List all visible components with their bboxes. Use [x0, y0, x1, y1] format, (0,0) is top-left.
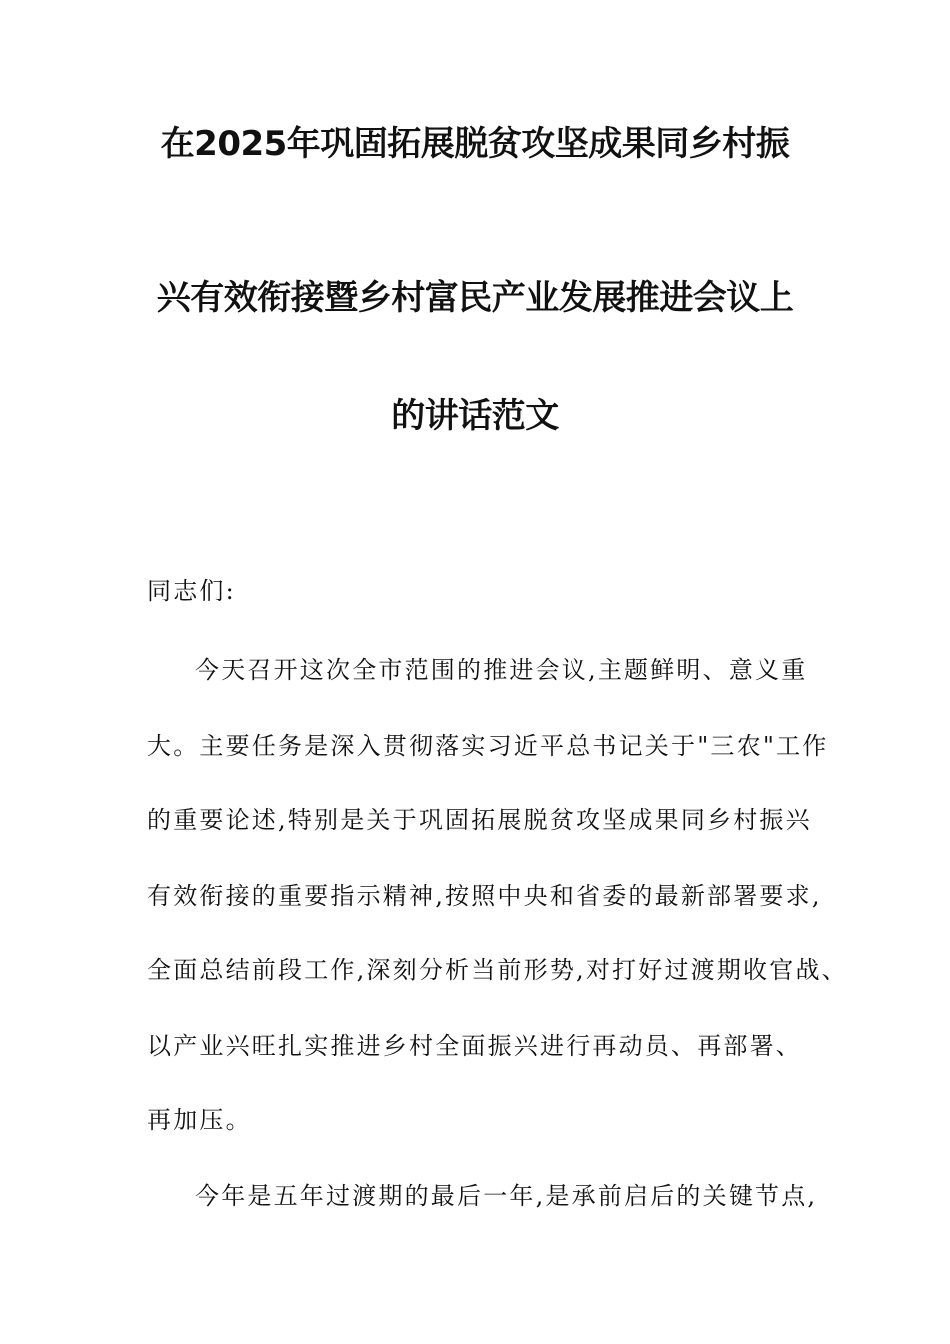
paragraph-1-line-1: 今天召开这次全市范围的推进会议,主题鲜明、意义重	[195, 656, 808, 684]
paragraph-1-line-7: 再加压。	[147, 1106, 252, 1134]
paragraph-1-line-3: 的重要论述,特别是关于巩固拓展脱贫攻坚成果同乡村振兴	[147, 806, 812, 834]
paragraph-1-line-4: 有效衔接的重要指示精神,按照中央和省委的最新部署要求,	[147, 882, 822, 910]
paragraph-2-line-1: 今年是五年过渡期的最后一年,是承前启后的关键节点,	[195, 1182, 818, 1210]
salutation: 同志们:	[147, 577, 236, 605]
title-line-2: 兴有效衔接暨乡村富民产业发展推进会议上	[156, 278, 794, 318]
title-line-3: 的讲话范文	[391, 396, 559, 436]
title-line-1: 在2025年巩固拓展脱贫攻坚成果同乡村振	[160, 124, 790, 164]
paragraph-1-line-6: 以产业兴旺扎实推进乡村全面振兴进行再动员、再部署、	[147, 1032, 802, 1060]
paragraph-1-line-5: 全面总结前段工作,深刻分析当前形势,对打好过渡期收官战、	[147, 956, 848, 984]
paragraph-1-line-2: 大。主要任务是深入贯彻落实习近平总书记关于"三农"工作	[147, 732, 829, 760]
